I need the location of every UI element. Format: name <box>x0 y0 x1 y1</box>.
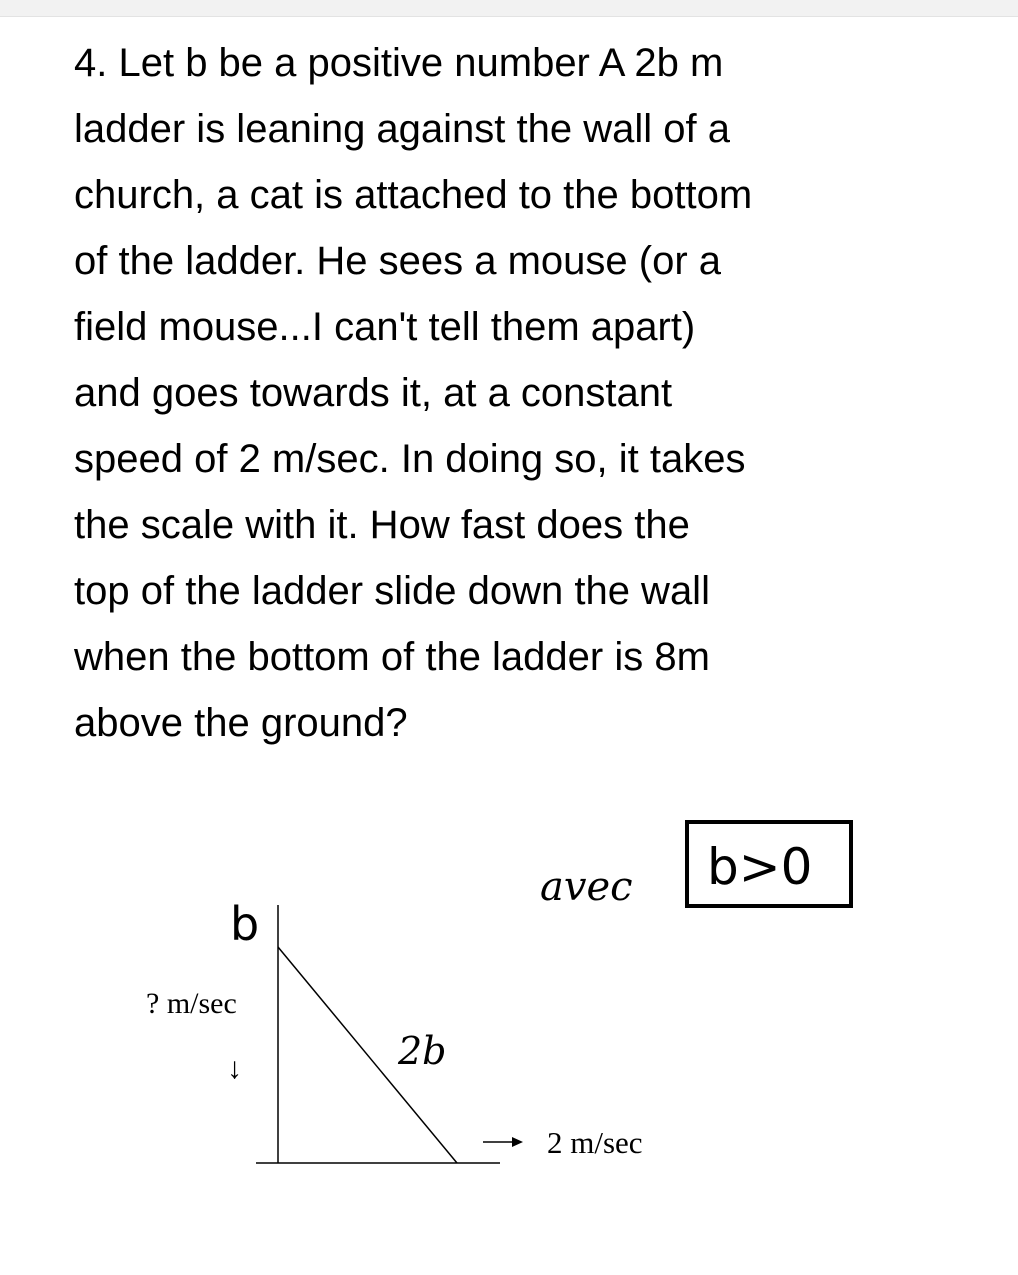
problem-line: church, a cat is attached to the bottom <box>74 173 753 217</box>
wall-rate-label: ? m/sec <box>146 987 237 1020</box>
top-bar <box>0 0 1018 17</box>
right-arrow-head-icon <box>512 1137 523 1147</box>
down-arrow-icon: ↓ <box>227 1052 242 1085</box>
wall-height-label: b <box>230 897 260 951</box>
note-avec: avec <box>540 864 633 910</box>
problem-line: and goes towards it, at a constant <box>74 371 673 415</box>
problem-line: ladder is leaning against the wall of a <box>74 107 730 151</box>
condition-text: b>0 <box>707 838 813 896</box>
problem-line: 4. Let b be a positive number A 2b m <box>74 41 724 85</box>
ladder-length-label: 2b <box>398 1029 447 1073</box>
problem-line: speed of 2 m/sec. In doing so, it takes <box>74 437 746 481</box>
problem-line: of the ladder. He sees a mouse (or a <box>74 239 722 283</box>
ground-rate-label: 2 m/sec <box>547 1125 643 1160</box>
ladder-figure <box>0 800 1018 1220</box>
problem-text <box>74 30 974 756</box>
problem-line: the scale with it. How fast does the <box>74 503 690 547</box>
problem-line: top of the ladder slide down the wall <box>74 569 710 613</box>
problem-line: when the bottom of the ladder is 8m <box>74 635 710 679</box>
problem-line: above the ground? <box>74 701 408 745</box>
problem-line: field mouse...I can't tell them apart) <box>74 305 696 349</box>
